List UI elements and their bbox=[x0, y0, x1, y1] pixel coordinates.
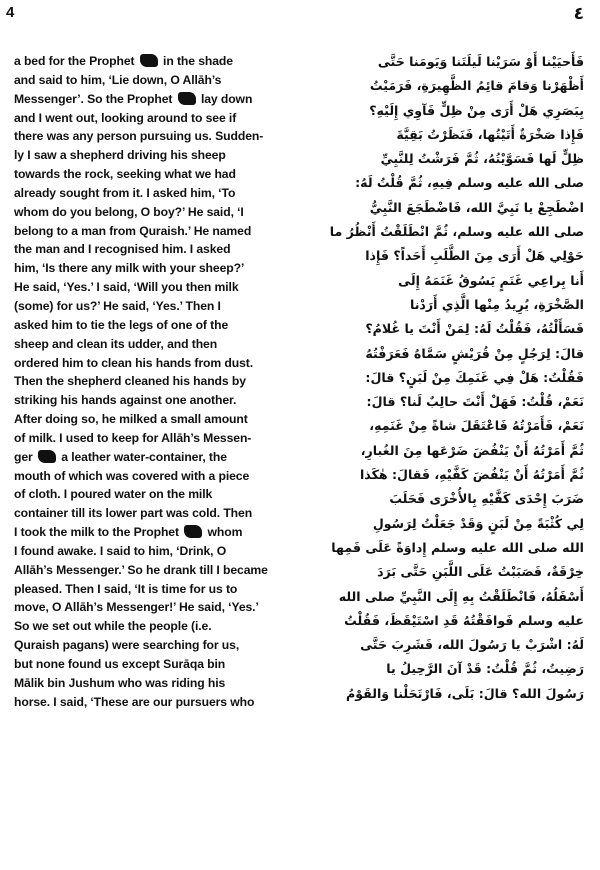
arabic-line: رَسُولَ الله؟ قالَ: بَلَى، فَارْتَحَلْنا وَالقَوْمُ bbox=[346, 685, 584, 701]
english-line bbox=[14, 674, 286, 693]
arabic-line: صلى الله عليه وسلم فِيهِ، ثُمَّ قُلْتُ لَهُ: bbox=[355, 175, 584, 191]
english-text: and said to him, ‘Lie down, O Allāh’s bbox=[14, 72, 222, 87]
english-text: there was any person pursuing us. Sudden- bbox=[14, 129, 264, 144]
english-text: Mālik bin Jushum who was riding his bbox=[14, 675, 226, 690]
english-line bbox=[14, 693, 286, 712]
english-line bbox=[14, 297, 286, 316]
arabic-line: أَظْهَرْنا وَقامَ قائِمُ الظَّهِيرَةِ، فَرَمَيْتُ bbox=[369, 78, 584, 94]
english-text: move, O Allāh’s Messenger!’ He said, ‘Yes.’ bbox=[14, 600, 259, 615]
english-line bbox=[14, 316, 286, 335]
english-line bbox=[14, 561, 286, 580]
english-line bbox=[14, 71, 286, 90]
english-line bbox=[14, 222, 286, 241]
english-line bbox=[14, 429, 286, 448]
arabic-text-column bbox=[304, 50, 584, 706]
english-text: belong to a man from Quraish.’ He named bbox=[14, 223, 252, 238]
english-text: and I went out, looking around to see if bbox=[14, 110, 237, 125]
english-line bbox=[14, 354, 286, 373]
english-line bbox=[14, 523, 286, 542]
arabic-line: نَعَمْ، قُلْتُ: فَهَلْ أَنْتَ حالِبٌ لَنا؟ قالَ: bbox=[366, 394, 584, 410]
english-text: ordered him to clean his hands from dust. bbox=[14, 355, 254, 370]
english-text: lay down bbox=[197, 91, 253, 106]
arabic-line: بِبَصَرِي هَلْ أَرَى مِنْ ظِلٍّ فَآوِي إِلَيْهِ؟ bbox=[369, 102, 584, 118]
english-text: horse. I said, ‘These are our pursuers who bbox=[14, 694, 255, 709]
english-line bbox=[14, 617, 286, 636]
arabic-line: خِرْقَةٌ، فَصَبَبْتُ عَلَى اللَّبَنِ حَتَّى بَرَدَ bbox=[377, 564, 584, 580]
arabic-line: الله صلى الله عليه وسلم إِداوَةً عَلَى فَمِها bbox=[331, 539, 584, 555]
english-line bbox=[14, 448, 286, 467]
english-line bbox=[14, 165, 286, 184]
english-line bbox=[14, 90, 286, 109]
english-line bbox=[14, 485, 286, 504]
arabic-line: ثُمَّ أَمَرْتُهُ أَنْ يَنْفُضَ ضَرْعَها مِنَ الغُبارِ، bbox=[360, 442, 584, 458]
english-text: of cloth. I poured water on the milk bbox=[14, 487, 213, 502]
arabic-line: الصَّخْرَةِ، يُرِيدُ مِنْها الَّذِي أَرَدْنا bbox=[409, 296, 584, 312]
arabic-line: لِي كُثْبَةً مِنْ لَبَنٍ وَقَدْ جَعَلْتُ لِرَسُولِ bbox=[372, 515, 584, 531]
english-text: asked him to tie the legs of one of the bbox=[14, 317, 229, 332]
english-line bbox=[14, 636, 286, 655]
english-text: So we set out while the people (i.e. bbox=[14, 619, 212, 634]
arabic-line: لَهُ: اشْرَبْ يا رَسُولَ الله، فَشَرِبَ حَتَّى bbox=[360, 637, 584, 653]
english-line bbox=[14, 467, 286, 486]
english-line bbox=[14, 52, 286, 71]
english-text: Allāh’s Messenger.’ So he drank till I became bbox=[14, 562, 268, 577]
salutation-seal-icon bbox=[140, 54, 158, 67]
english-line bbox=[14, 278, 286, 297]
arabic-line: اضْطَجِعْ يا نَبِيَّ الله، فَاضْطَجَعَ النَّبِيُّ bbox=[369, 199, 584, 215]
arabic-line: فَقُلْتُ: هَلْ فِي غَنَمِكَ مِنْ لَبَنٍ؟ قالَ: bbox=[365, 369, 584, 385]
english-text: whom bbox=[204, 525, 243, 540]
arabic-line: حَوْلِي هَلْ أَرَى مِنَ الطَّلَبِ أَحَداً؟ فَإِذا bbox=[365, 248, 584, 264]
salutation-seal-icon bbox=[38, 450, 56, 463]
arabic-line: فَأَحيَيْنا أَوْ سَرَيْنا لَيلَتَنا وَيَومَنا حَتَّى bbox=[377, 54, 584, 69]
english-text: already sought from it. I asked him, ‘To bbox=[14, 185, 236, 200]
english-text: After doing so, he milked a small amount bbox=[14, 412, 248, 427]
english-line bbox=[14, 146, 286, 165]
english-text: in the shade bbox=[159, 54, 233, 68]
english-text: a leather water-container, the bbox=[57, 449, 227, 464]
english-text: of milk. I used to keep for Allāh’s Messen- bbox=[14, 430, 252, 445]
english-text: Messenger’. So the Prophet bbox=[14, 91, 176, 106]
arabic-line: عليه وسلم فَوافَقْتُهُ قَدِ اسْتَيْقَظَ، فَقُلْتُ bbox=[344, 612, 584, 628]
english-translation-column bbox=[14, 52, 286, 712]
english-line bbox=[14, 580, 286, 599]
english-text: striking his hands against one another. bbox=[14, 393, 237, 408]
arabic-line: ضَرَبَ إِحْدَى كَفَّيْهِ بِالأُخْرَى فَحَلَبَ bbox=[389, 491, 584, 507]
english-text: ly I saw a shepherd driving his sheep bbox=[14, 148, 226, 163]
english-text: the man and I recognised him. I asked bbox=[14, 242, 231, 257]
english-text: I took the milk to the Prophet bbox=[14, 525, 183, 540]
english-text: ger bbox=[14, 449, 36, 464]
page-number-arabic: ٤ bbox=[573, 4, 584, 24]
arabic-line: ثُمَّ أَمَرْتُهُ أَنْ يَنْفُضَ كَفَّيْهِ، فَقالَ: هٰكَذا bbox=[359, 467, 584, 483]
english-line bbox=[14, 184, 286, 203]
english-text: pleased. Then I said, ‘It is time for us to bbox=[14, 581, 238, 596]
english-line bbox=[14, 259, 286, 278]
english-text: Quraish pagans) were searching for us, bbox=[14, 638, 240, 653]
arabic-line: صلى الله عليه وسلم، ثُمَّ انْطَلَقْتُ أَنْظُرُ ما bbox=[329, 224, 584, 240]
arabic-line: فَسَأَلْتُهُ، فَقُلْتُ لَهُ: لِمَنْ أَنْتَ يا غُلامُ؟ bbox=[365, 321, 584, 337]
english-text: mouth of which was covered with a piece bbox=[14, 468, 250, 483]
english-line bbox=[14, 542, 286, 561]
english-text: whom do you belong, O boy?’ He said, ‘I bbox=[14, 204, 244, 219]
english-line bbox=[14, 504, 286, 523]
salutation-seal-icon bbox=[178, 92, 196, 105]
english-line bbox=[14, 109, 286, 128]
english-text: I found awake. I said to him, ‘Drink, O bbox=[14, 543, 227, 558]
arabic-line: رَضِيتُ، ثُمَّ قُلْتُ: قَدْ آنَ الرَّحِيلُ يا bbox=[386, 661, 584, 677]
english-line bbox=[14, 598, 286, 617]
page-number-latin: 4 bbox=[6, 4, 15, 21]
english-line bbox=[14, 127, 286, 146]
english-line bbox=[14, 372, 286, 391]
english-text: container till its lower part was cold. Then bbox=[14, 506, 253, 521]
english-line bbox=[14, 335, 286, 354]
english-line bbox=[14, 240, 286, 259]
english-line bbox=[14, 203, 286, 222]
english-line bbox=[14, 391, 286, 410]
arabic-line: نَعَمْ، فَأَمَرْتُهُ فَاعْتَقَلَ شاةً مِنْ غَنَمِهِ، bbox=[369, 418, 584, 434]
english-text: (some) for us?’ He said, ‘Yes.’ Then I bbox=[14, 298, 221, 313]
english-text: Then the shepherd cleaned his hands by bbox=[14, 374, 246, 389]
english-text: but none found us except Surāqa bin bbox=[14, 657, 226, 671]
arabic-line: أَنا بِراعِي غَنَمٍ يَسُوقُ غَنَمَهُ إِلَى bbox=[398, 272, 584, 288]
arabic-line: ظِلٍّ لَها فَسَوَّيْتُهُ، ثُمَّ فَرَشْتُ لِلنَّبِيِّ bbox=[380, 151, 584, 167]
arabic-line: فَإِذا صَخْرَةٌ أَتَيْتُها، فَنَظَرْتُ بَقِيَّةَ bbox=[396, 126, 584, 142]
english-text: sheep and clean its udder, and then bbox=[14, 336, 218, 351]
english-line bbox=[14, 410, 286, 429]
english-text: He said, ‘Yes.’ I said, ‘Will you then milk bbox=[14, 280, 239, 295]
salutation-seal-icon bbox=[184, 525, 202, 538]
arabic-line: أَسْفَلُهُ، فَانْطَلَقْتُ بِهِ إِلَى النَّبِيِّ صلى الله bbox=[338, 588, 584, 604]
english-text: him, ‘Is there any milk with your sheep?’ bbox=[14, 261, 245, 276]
english-text: towards the rock, seeking what we had bbox=[14, 167, 236, 182]
english-text: a bed for the Prophet bbox=[14, 54, 138, 68]
arabic-line: قالَ: لِرَجُلٍ مِنْ قُرَيْشٍ سَمَّاهُ فَعَرَفْتُهُ bbox=[365, 345, 584, 361]
english-line bbox=[14, 655, 286, 674]
